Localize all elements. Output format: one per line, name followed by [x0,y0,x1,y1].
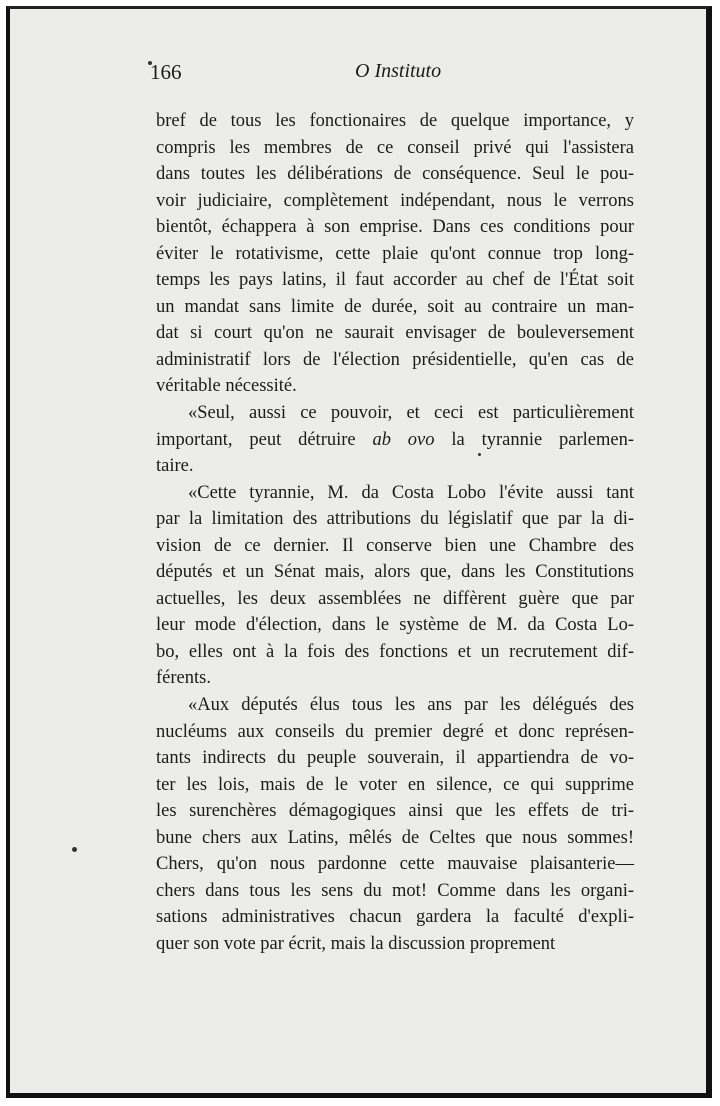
text-line: sations administratives chacun gardera la faculté d'expli- [156,907,634,928]
text-line: bientôt, échappera à son emprise. Dans ces conditions pour [156,217,634,238]
text-line: temps les pays latins, il faut accorder au chef de l'État soit [156,270,634,291]
text-line: «Seul, aussi ce pouvoir, et ceci est particulièrement [188,403,634,424]
text-line: important, peut détruire ab ovo la tyrannie parlemen- [156,429,635,450]
text-line: voir judiciaire, complètement indépendant, nous le verrons [156,190,634,211]
page-number: 166 [150,60,182,84]
page-header [150,60,640,90]
text-line: bo, elles ont à la fois des fonctions et un recrutement dif- [156,641,634,662]
text-line: «Aux députés élus tous les ans par les délégués des [188,695,634,716]
text-line: chers dans tous les sens du mot! Comme dans les organi- [156,880,634,901]
text-line: ter les lois, mais de le voter en silence, ce qui supprime [156,774,634,795]
text-line: administratif lors de l'élection présidentielle, qu'en cas de [156,349,634,370]
text-line: les surenchères démagogiques ainsi que les effets de tri- [156,801,634,822]
text-line: actuelles, les deux assemblées ne diffèrent guère que par [156,588,634,609]
body-text [156,108,634,958]
text-line: quer son vote par écrit, mais la discussion proprement [156,933,556,954]
text-line: dat si court qu'on ne saurait envisager de bouleversement [156,323,634,344]
text-line: taire. [156,456,194,477]
ink-speck [72,847,77,852]
latin-phrase: ab ovo [372,429,435,450]
text-line: éviter le rotativisme, cette plaie qu'ont connue trop long- [156,243,634,264]
paragraph [156,692,634,957]
text-line: Chers, qu'on nous pardonne cette mauvaise plaisanterie— [156,854,634,875]
text-line: un mandat sans limite de durée, soit au contraire un man- [156,296,634,317]
text-line: bune chers aux Latins, mêlés de Celtes que nous sommes! [156,827,634,848]
text-line: leur mode d'élection, dans le système de M. da Costa Lo- [156,615,634,636]
paragraph [156,108,634,400]
text-line: vision de ce dernier. Il conserve bien une Chambre des [156,535,634,556]
text-line: véritable nécessité. [156,376,297,397]
text-line: dans toutes les délibérations de conséquence. Seul le pou- [156,164,634,185]
text-line: nucléums aux conseils du premier degré et donc représen- [156,721,634,742]
paragraph [156,400,634,480]
paragraph [156,480,634,692]
text-line: bref de tous les fonctionaires de quelque importance, y [156,111,634,131]
running-title: O Instituto [355,60,442,82]
text-line: par la limitation des attributions du législatif que par la di- [156,509,634,530]
text-line: tants indirects du peuple souverain, il appartiendra de vo- [156,748,634,769]
text-line: «Cette tyrannie, M. da Costa Lobo l'évite aussi tant [188,482,634,503]
text-line: compris les membres de ce conseil privé qui l'assistera [156,137,634,158]
text-line: députés et un Sénat mais, alors que, dans les Constitutions [156,562,634,583]
text-line: férents. [156,668,211,689]
